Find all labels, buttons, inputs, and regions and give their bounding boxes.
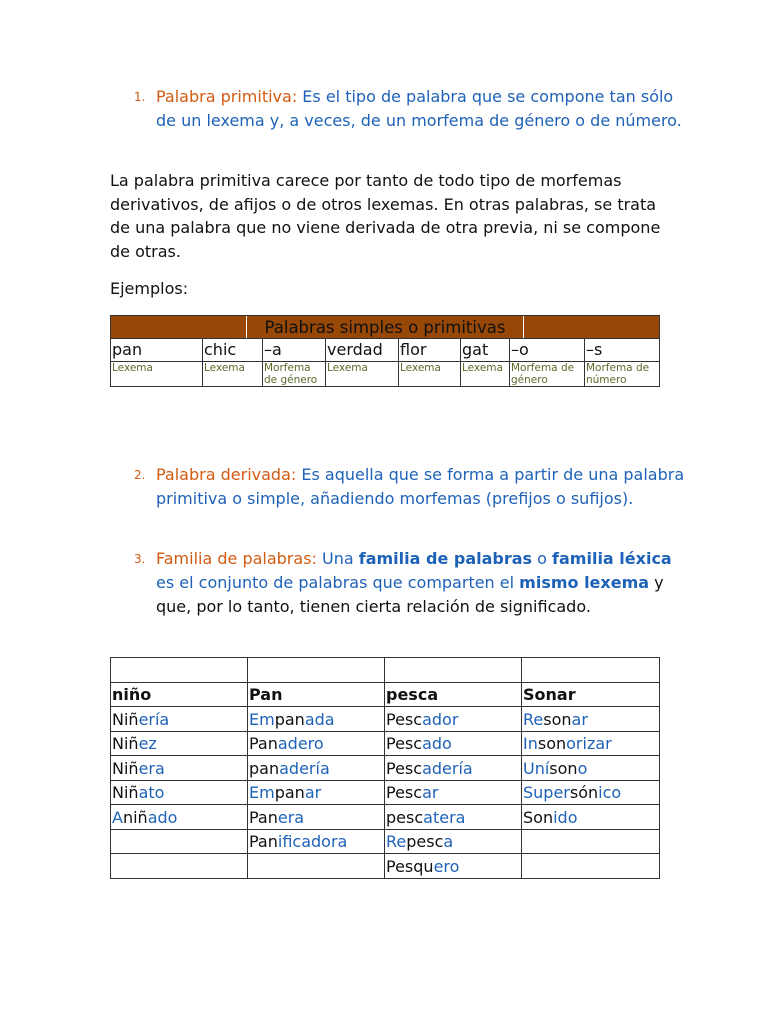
affix-segment: Re [523, 709, 544, 729]
root-segment: Son [523, 807, 554, 827]
root-segment: Pesqu [386, 856, 434, 876]
root-segment: Niñ [112, 709, 139, 729]
table-row [111, 829, 660, 854]
word-cell: gat [461, 339, 510, 362]
word-cell [248, 854, 385, 879]
affix-segment: adero [277, 734, 324, 753]
word-cell: –o [510, 339, 585, 362]
term-familia-palabras: Familia de palabras: [156, 549, 317, 568]
root-segment: Pan [249, 734, 278, 753]
table-row [111, 854, 660, 879]
word-cell [522, 854, 660, 879]
column-header: niño [111, 682, 248, 707]
root-segment: son [537, 734, 567, 753]
label-cell: Morfema de género [510, 362, 585, 387]
word-cell [248, 731, 385, 756]
root-segment: Pan [249, 807, 278, 827]
affix-segment: ado [422, 734, 452, 753]
table-palabras-simples [110, 315, 660, 387]
affix-segment: Super [523, 783, 570, 802]
affix-segment: ar [422, 783, 439, 802]
examples-label: Ejemplos: [110, 279, 189, 298]
table-row [111, 731, 660, 756]
label-cell: Lexema [203, 362, 263, 387]
def-part: o [532, 549, 553, 568]
word-cell [111, 829, 248, 854]
root-segment: són [569, 783, 599, 802]
root-segment: pan [274, 783, 305, 802]
list-item-familia-palabras [134, 547, 694, 619]
affix-segment: adería [279, 758, 330, 778]
root-segment: Niñ [112, 758, 139, 778]
word-cell [522, 829, 660, 854]
word-cell [111, 780, 248, 805]
table-empty-cell [248, 658, 385, 683]
affix-segment: ada [304, 709, 335, 729]
column-header: Sonar [522, 682, 660, 707]
column-header: Pan [248, 682, 385, 707]
word-cell: flor [399, 339, 461, 362]
word-cell [522, 805, 660, 830]
root-segment: Niñ [112, 734, 139, 753]
def-part-bold: mismo lexema [519, 573, 650, 592]
root-segment: niñ [122, 807, 148, 827]
label-cell: Lexema [461, 362, 510, 387]
affix-segment: Uní [523, 758, 550, 778]
def-part-bold: familia léxica [552, 549, 672, 568]
root-segment: pesc [386, 807, 424, 827]
table-title: Palabras simples o primitivas [246, 316, 524, 339]
word-cell: verdad [326, 339, 399, 362]
word-cell [248, 805, 385, 830]
word-cell [385, 805, 522, 830]
word-cell [111, 731, 248, 756]
root-segment: son [543, 709, 572, 729]
affix-segment: In [523, 734, 538, 753]
word-cell [522, 707, 660, 732]
list-number: 3. [134, 552, 146, 566]
word-cell [385, 731, 522, 756]
column-header: pesca [385, 682, 522, 707]
affix-segment: Em [249, 783, 275, 802]
list-number: 2. [134, 468, 146, 482]
def-part: es el conjunto de palabras que comparten el [156, 573, 520, 592]
term-palabra-derivada: Palabra derivada: [156, 465, 297, 484]
word-cell [385, 854, 522, 879]
word-cell [385, 780, 522, 805]
word-cell [248, 756, 385, 781]
affix-segment: era [138, 758, 165, 778]
affix-segment: a [443, 832, 454, 851]
root-segment: Pesc [386, 783, 423, 802]
affix-segment: ero [433, 856, 460, 876]
def-part: y que, por lo tanto, tienen cierta relación de significado. [156, 573, 664, 616]
affix-segment: ez [138, 734, 157, 753]
affix-segment: ico [598, 783, 622, 802]
table-row [111, 780, 660, 805]
table-familias-lexicas [110, 657, 660, 879]
list-item-palabra-primitiva [134, 85, 694, 133]
word-cell: –s [585, 339, 660, 362]
word-cell [522, 756, 660, 781]
word-cell [385, 756, 522, 781]
affix-segment: orizar [566, 734, 612, 753]
term-palabra-primitiva: Palabra primitiva: [156, 87, 298, 106]
label-cell: Morfema de género [263, 362, 326, 387]
definition-palabra-primitiva: Es el tipo de palabra que se compone tan sólo de un lexema y, a veces, de un morfema de género o de número. [156, 87, 682, 130]
table-title-cell [111, 316, 660, 339]
root-segment: pan [274, 709, 305, 729]
affix-segment: o [577, 758, 588, 778]
word-cell: –a [263, 339, 326, 362]
root-segment: son [549, 758, 578, 778]
affix-segment: ar [304, 783, 322, 802]
affix-segment: ificadora [277, 832, 348, 851]
root-segment: Pesc [386, 758, 423, 778]
word-cell [385, 829, 522, 854]
table-row [111, 707, 660, 732]
root-segment: Niñ [112, 783, 139, 802]
def-part: Una [316, 549, 359, 568]
table-empty-cell [385, 658, 522, 683]
affix-segment: Re [386, 832, 407, 851]
root-segment: Pan [249, 832, 278, 851]
root-segment: pan [249, 758, 280, 778]
table-row [111, 756, 660, 781]
paragraph-primitiva: La palabra primitiva carece por tanto de todo tipo de morfemas derivativos, de afijos o de otros lexemas. En otras palabras, se trata de una palabra que no viene derivada de otra previa, ni se compone de otras. [110, 171, 661, 261]
affix-segment: adería [422, 758, 473, 778]
word-cell [522, 731, 660, 756]
definition-palabra-derivada: Es aquella que se forma a partir de una palabra primitiva o simple, añadiendo morfemas (prefijos o sufijos). [156, 465, 685, 508]
affix-segment: ería [138, 709, 170, 729]
affix-segment: ato [138, 783, 165, 802]
affix-segment: ado [147, 807, 178, 827]
word-cell [111, 756, 248, 781]
label-cell: Lexema [399, 362, 461, 387]
word-cell [111, 854, 248, 879]
affix-segment: A [112, 807, 123, 827]
list-number: 1. [134, 90, 146, 104]
list-item-palabra-derivada [134, 463, 694, 511]
affix-segment: Em [249, 709, 275, 729]
affix-segment: ador [422, 709, 459, 729]
word-cell [111, 805, 248, 830]
root-segment: Pesc [386, 734, 423, 753]
affix-segment: era [277, 807, 305, 827]
table-empty-cell [522, 658, 660, 683]
word-cell [248, 829, 385, 854]
def-part-bold: familia de palabras [358, 549, 533, 568]
table-row [111, 805, 660, 830]
label-cell: Lexema [326, 362, 399, 387]
word-cell [385, 707, 522, 732]
word-cell [248, 780, 385, 805]
label-cell: Lexema [111, 362, 203, 387]
affix-segment: ar [571, 709, 588, 729]
affix-segment: atera [423, 807, 466, 827]
word-cell [111, 707, 248, 732]
word-cell [522, 780, 660, 805]
affix-segment: ido [553, 807, 578, 827]
root-segment: Pesc [386, 709, 423, 729]
label-cell: Morfema de número [585, 362, 660, 387]
word-cell [248, 707, 385, 732]
root-segment: pesc [406, 832, 444, 851]
table-empty-cell [111, 658, 248, 683]
word-cell: pan [111, 339, 203, 362]
word-cell: chic [203, 339, 263, 362]
